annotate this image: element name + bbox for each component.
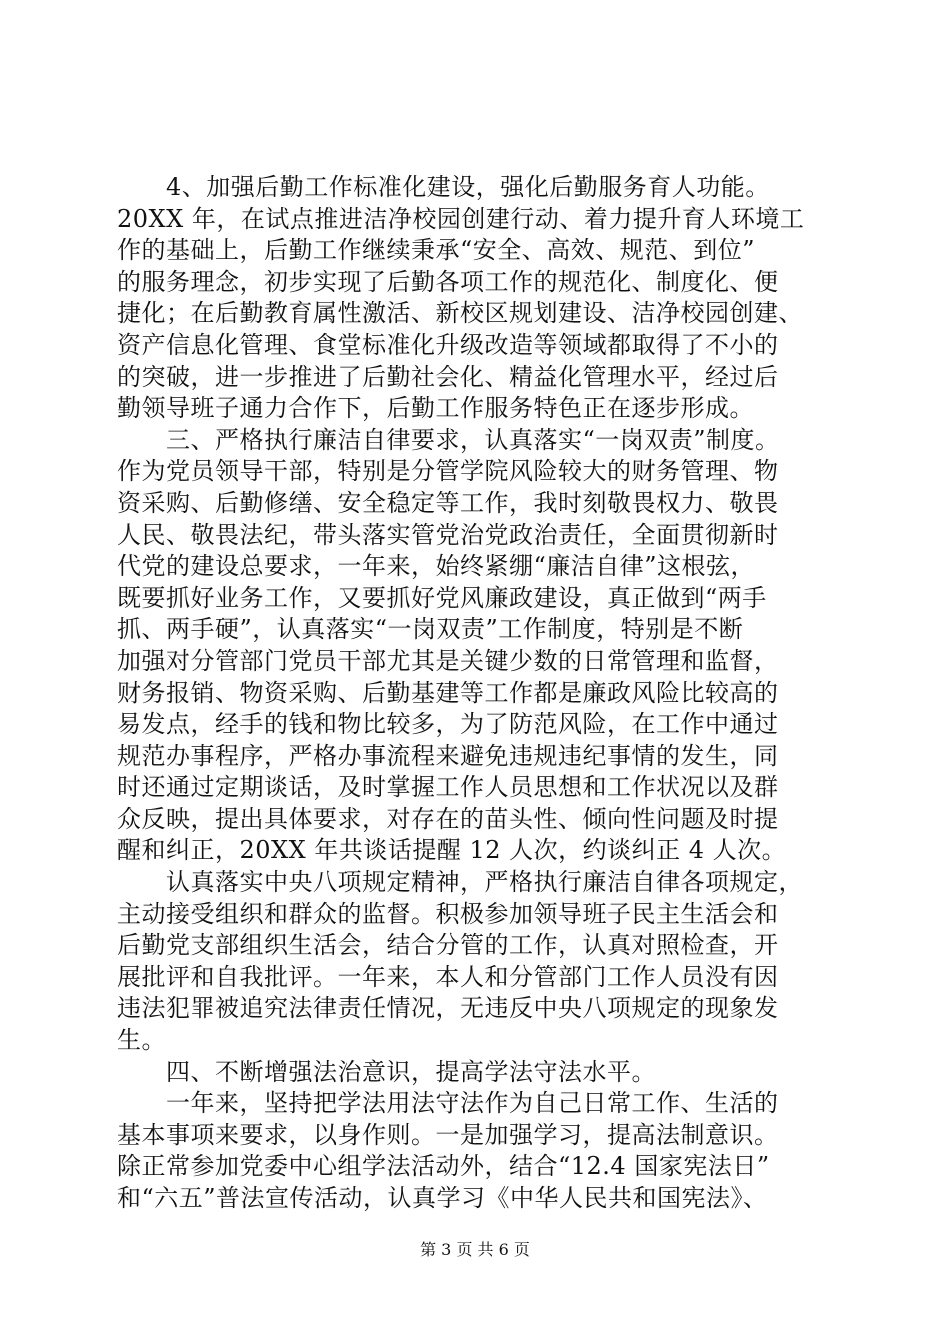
text-line: 资产信息化管理、食堂标准化升级改造等领域都取得了不小的 (117, 330, 779, 359)
text-line: 三、严格执行廉洁自律要求，认真落实“一岗双责”制度。 (117, 425, 780, 454)
text-line: 代党的建设总要求，一年来，始终紧绷“廉洁自律”这根弦， (117, 552, 756, 581)
text-line: 一年来，坚持把学法用法守法作为自己日常工作、生活的 (117, 1089, 779, 1118)
text-line: 人民、敬畏法纪，带头落实管党治党政治责任，全面贯彻新时 (117, 520, 779, 549)
text-line: 的服务理念，初步实现了后勤各项工作的规范化、制度化、便 (117, 267, 779, 296)
text-line: 作的基础上，后勤工作继续秉承“安全、高效、规范、到位” (117, 236, 756, 265)
text-line: 除正常参加党委中心组学法活动外，结合“12.4 国家宪法日” (117, 1152, 770, 1181)
text-line: 既要抓好业务工作，又要抓好党风廉政建设，真正做到“两手 (117, 583, 767, 612)
text-line: 的突破，进一步推进了后勤社会化、精益化管理水平，经过后 (117, 362, 779, 391)
text-line: 20XX 年，在试点推进洁净校园创建行动、着力提升育人环境工 (117, 204, 805, 233)
text-line: 捷化；在后勤教育属性激活、新校区规划建设、洁净校园创建、 (117, 299, 803, 328)
document-body (117, 172, 839, 1215)
text-line: 4、加强后勤工作标准化建设，强化后勤服务育人功能。 (117, 173, 770, 201)
text-line: 认真落实中央八项规定精神，严格执行廉洁自律各项规定， (117, 868, 803, 897)
text-line: 基本事项来要求，以身作则。一是加强学习，提高法制意识。 (117, 1120, 779, 1149)
text-line: 勤领导班子通力合作下，后勤工作服务特色正在逐步形成。 (117, 394, 754, 423)
text-line: 和“六五”普法宣传活动，认真学习《中华人民共和国宪法》、 (117, 1184, 768, 1212)
text-line: 加强对分管部门党员干部尤其是关键少数的日常管理和监督， (117, 646, 779, 675)
text-line: 易发点，经手的钱和物比较多，为了防范风险，在工作中通过 (117, 710, 779, 739)
text-line: 众反映，提出具体要求，对存在的苗头性、倾向性问题及时提 (117, 804, 779, 833)
text-line: 资采购、后勤修缮、安全稳定等工作，我时刻敬畏权力、敬畏 (117, 488, 779, 517)
text-line: 展批评和自我批评。一年来，本人和分管部门工作人员没有因 (117, 962, 779, 991)
text-line: 时还通过定期谈话，及时掌握工作人员思想和工作状况以及群 (117, 773, 779, 802)
text-line: 醒和纠正，20XX 年共谈话提醒 12 人次，约谈纠正 4 人次。 (117, 836, 787, 865)
page-number-footer: 第 3 页 共 6 页 (420, 1240, 530, 1259)
text-line: 违法犯罪被追究法律责任情况，无违反中央八项规定的现象发 (117, 994, 779, 1023)
text-line: 生。 (117, 1026, 166, 1055)
text-line: 抓、两手硬”，认真落实“一岗双责”工作制度，特别是不断 (117, 615, 744, 644)
text-line: 四、不断增强法治意识，提高学法守法水平。 (117, 1057, 656, 1086)
text-line: 财务报销、物资采购、后勤基建等工作都是廉政风险比较高的 (117, 678, 779, 707)
text-line: 主动接受组织和群众的监督。积极参加领导班子民主生活会和 (117, 899, 779, 928)
text-line: 作为党员领导干部，特别是分管学院风险较大的财务管理、物 (117, 457, 779, 486)
text-line: 后勤党支部组织生活会，结合分管的工作，认真对照检查，开 (117, 931, 779, 960)
text-line: 规范办事程序，严格办事流程来避免违规违纪事情的发生，同 (117, 741, 779, 770)
